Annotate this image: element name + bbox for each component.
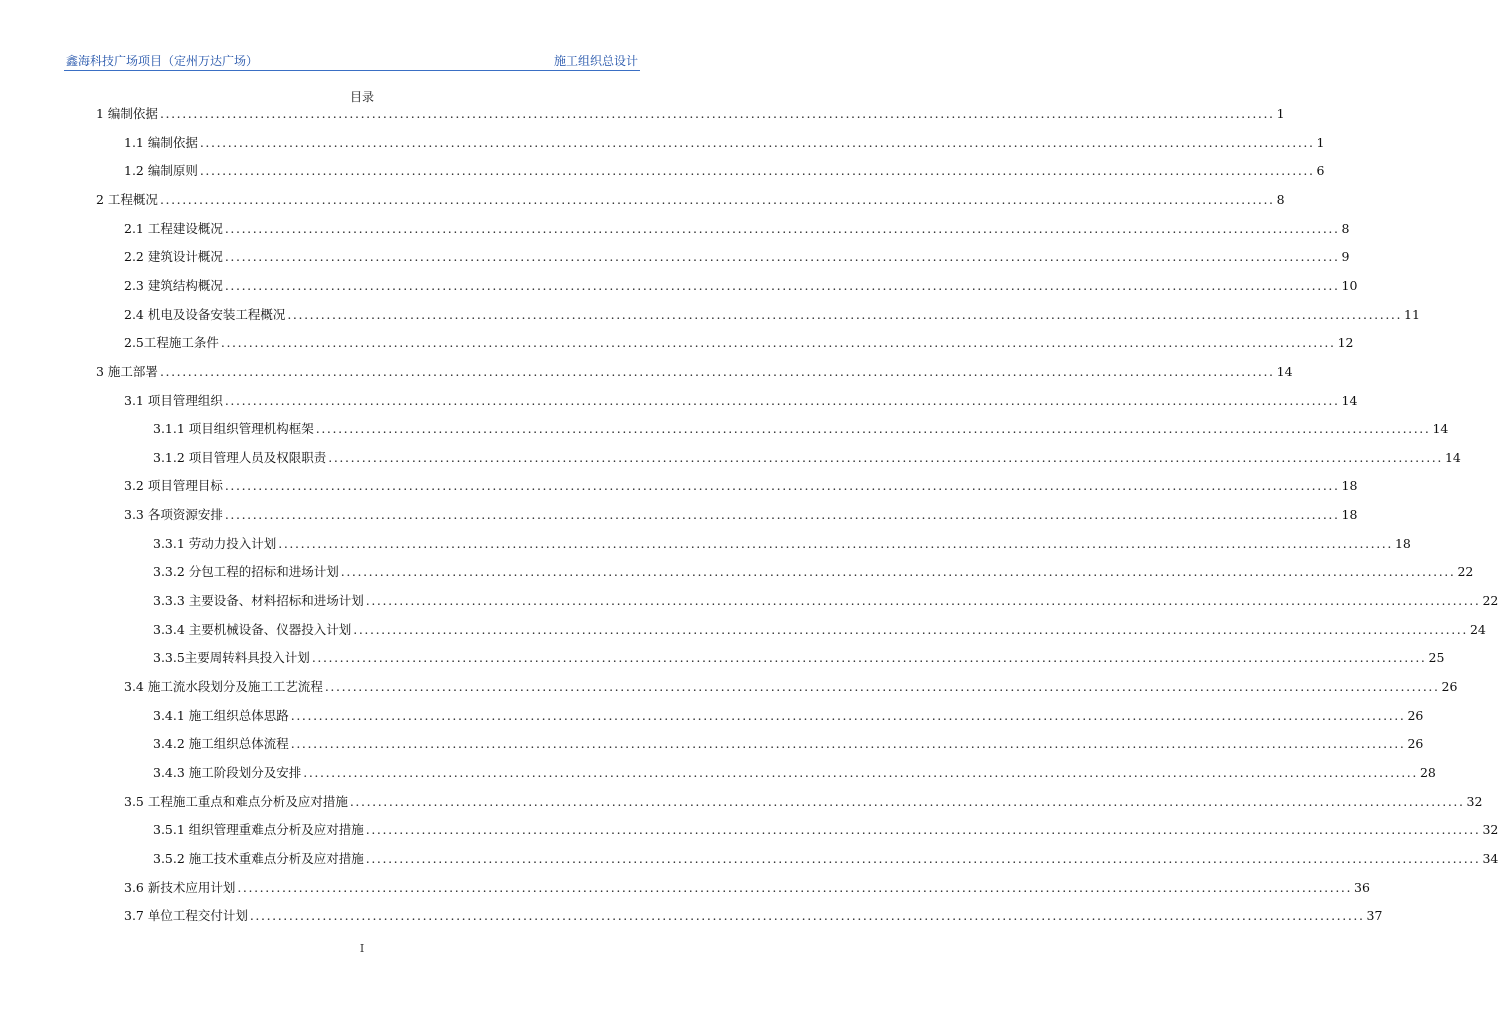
toc-entry[interactable] bbox=[153, 564, 1474, 580]
toc-entry-label: 3.2 项目管理目标 bbox=[124, 478, 223, 493]
toc-entry-label: 1.2 编制原则 bbox=[124, 163, 198, 178]
toc-entry[interactable] bbox=[153, 736, 1424, 752]
toc-entry-page: 24 bbox=[1469, 622, 1486, 637]
toc-entry-label: 3.1.1 项目组织管理机构框架 bbox=[153, 421, 314, 436]
toc-leader-dots: ........................................................................................................................................................................................................ bbox=[328, 450, 1443, 465]
toc-leader-dots: ........................................................................................................................................................................................................ bbox=[224, 478, 1340, 493]
toc-leader-dots: ........................................................................................................................................................................................................ bbox=[353, 622, 1468, 637]
toc-leader-dots: ........................................................................................................................................................................................................ bbox=[311, 650, 1427, 665]
toc-entry[interactable] bbox=[124, 221, 1350, 237]
toc-entry-label: 3.3.1 劳动力投入计划 bbox=[153, 536, 277, 551]
toc-entry-label: 2.4 机电及设备安装工程概况 bbox=[124, 307, 286, 322]
toc-entry-page: 18 bbox=[1394, 536, 1411, 551]
toc-entry-page: 8 bbox=[1276, 192, 1285, 207]
toc-entry[interactable] bbox=[96, 106, 1285, 122]
toc-entry-label: 3.5 工程施工重点和难点分析及应对措施 bbox=[124, 794, 348, 809]
toc-leader-dots: ........................................................................................................................................................................................................ bbox=[224, 278, 1340, 293]
toc-entry-label: 3.4.1 施工组织总体思路 bbox=[153, 708, 289, 723]
toc-entry[interactable] bbox=[153, 851, 1498, 867]
toc-entry-page: 26 bbox=[1441, 679, 1458, 694]
toc-leader-dots: ........................................................................................................................................................................................................ bbox=[287, 307, 1403, 322]
toc-entry-page: 9 bbox=[1341, 249, 1350, 264]
toc-entry-label: 3.3.2 分包工程的招标和进场计划 bbox=[153, 564, 339, 579]
toc-entry-label: 1.1 编制依据 bbox=[124, 135, 198, 150]
toc-entry-page: 10 bbox=[1341, 278, 1358, 293]
toc-entry-page: 1 bbox=[1316, 135, 1325, 150]
toc-entry[interactable] bbox=[124, 163, 1325, 179]
toc-entry-label: 3.4.3 施工阶段划分及安排 bbox=[153, 765, 302, 780]
toc-entry-page: 36 bbox=[1354, 880, 1370, 895]
toc-entry-label: 3.4 施工流水段划分及施工工艺流程 bbox=[124, 679, 323, 694]
toc-entry[interactable] bbox=[153, 536, 1411, 552]
toc-leader-dots: ........................................................................................................................................................................................................ bbox=[199, 135, 1315, 150]
toc-entry-page: 22 bbox=[1457, 564, 1474, 579]
toc-entry-label: 1 编制依据 bbox=[96, 106, 158, 121]
toc-entry[interactable] bbox=[124, 908, 1383, 924]
toc-entry-label: 3.3.5主要周转料具投入计划 bbox=[153, 650, 310, 665]
toc-entry[interactable] bbox=[124, 880, 1370, 896]
toc-entry-page: 14 bbox=[1432, 421, 1449, 436]
header-document-title: 施工组织总设计 bbox=[553, 54, 638, 68]
toc-leader-dots: ........................................................................................................................................................................................................ bbox=[159, 364, 1275, 379]
page-number: I bbox=[359, 942, 365, 955]
toc-entry[interactable] bbox=[153, 622, 1486, 638]
toc-entry-page: 8 bbox=[1341, 221, 1350, 236]
toc-entry-label: 3 施工部署 bbox=[96, 364, 158, 379]
toc-entry-page: 1 bbox=[1276, 106, 1285, 121]
toc-entry-page: 18 bbox=[1341, 478, 1358, 493]
toc-leader-dots: ........................................................................................................................................................................................................ bbox=[303, 765, 1418, 780]
toc-entry-label: 3.5.2 施工技术重难点分析及应对措施 bbox=[153, 851, 364, 866]
toc-entry-label: 2.2 建筑设计概况 bbox=[124, 249, 223, 264]
toc-entry[interactable] bbox=[124, 679, 1458, 695]
toc-entry[interactable] bbox=[124, 278, 1358, 294]
toc-entry-page: 11 bbox=[1404, 307, 1420, 322]
toc-entry-page: 28 bbox=[1419, 765, 1436, 780]
toc-leader-dots: ........................................................................................................................................................................................................ bbox=[278, 536, 1393, 551]
toc-entry[interactable] bbox=[124, 507, 1358, 523]
toc-leader-dots: ........................................................................................................................................................................................................ bbox=[159, 192, 1275, 207]
toc-leader-dots: ........................................................................................................................................................................................................ bbox=[349, 794, 1465, 809]
toc-leader-dots: ........................................................................................................................................................................................................ bbox=[237, 880, 1353, 895]
toc-title: 目录 bbox=[349, 90, 374, 104]
toc-entry[interactable] bbox=[124, 478, 1358, 494]
toc-entry-label: 3.6 新技术应用计划 bbox=[124, 880, 236, 895]
toc-leader-dots: ........................................................................................................................................................................................................ bbox=[290, 708, 1406, 723]
toc-entry-page: 32 bbox=[1482, 822, 1498, 837]
toc-entry-label: 3.1.2 项目管理人员及权限职责 bbox=[153, 450, 327, 465]
toc-leader-dots: ........................................................................................................................................................................................................ bbox=[224, 507, 1340, 522]
page-header bbox=[64, 52, 640, 71]
toc-entry-page: 6 bbox=[1316, 163, 1325, 178]
toc-leader-dots: ........................................................................................................................................................................................................ bbox=[199, 163, 1315, 178]
toc-entry[interactable] bbox=[153, 650, 1445, 666]
toc-entry-label: 3.3.4 主要机械设备、仪器投入计划 bbox=[153, 622, 352, 637]
toc-leader-dots: ........................................................................................................................................................................................................ bbox=[340, 564, 1456, 579]
toc-entry[interactable] bbox=[153, 708, 1424, 724]
toc-leader-dots: ........................................................................................................................................................................................................ bbox=[224, 221, 1340, 236]
toc-entry[interactable] bbox=[96, 192, 1285, 208]
toc-entry-page: 25 bbox=[1428, 650, 1445, 665]
toc-entry-page: 26 bbox=[1407, 736, 1424, 751]
toc-leader-dots: ........................................................................................................................................................................................................ bbox=[290, 736, 1406, 751]
toc-entry-page: 14 bbox=[1276, 364, 1293, 379]
toc-entry-page: 32 bbox=[1466, 794, 1483, 809]
toc-entry-page: 14 bbox=[1444, 450, 1461, 465]
toc-entry-label: 3.3.3 主要设备、材料招标和进场计划 bbox=[153, 593, 364, 608]
toc-entry[interactable] bbox=[124, 393, 1358, 409]
toc-entry-page: 22 bbox=[1482, 593, 1498, 608]
toc-entry-page: 18 bbox=[1341, 507, 1358, 522]
toc-entry[interactable] bbox=[124, 794, 1483, 810]
toc-entry[interactable] bbox=[124, 307, 1420, 323]
toc-entry[interactable] bbox=[124, 335, 1354, 351]
toc-entry[interactable] bbox=[153, 822, 1498, 838]
toc-entry-label: 3.4.2 施工组织总体流程 bbox=[153, 736, 289, 751]
toc-entry-label: 2 工程概况 bbox=[96, 192, 158, 207]
toc-entry[interactable] bbox=[96, 364, 1293, 380]
toc-entry-label: 3.1 项目管理组织 bbox=[124, 393, 223, 408]
toc-entry-page: 26 bbox=[1407, 708, 1424, 723]
toc-leader-dots: ........................................................................................................................................................................................................ bbox=[365, 822, 1481, 837]
toc-entry-page: 12 bbox=[1337, 335, 1354, 350]
toc-leader-dots: ........................................................................................................................................................................................................ bbox=[220, 335, 1336, 350]
toc-leader-dots: ........................................................................................................................................................................................................ bbox=[365, 851, 1481, 866]
toc-entry-label: 3.7 单位工程交付计划 bbox=[124, 908, 248, 923]
toc-leader-dots: ........................................................................................................................................................................................................ bbox=[159, 106, 1275, 121]
toc-leader-dots: ........................................................................................................................................................................................................ bbox=[249, 908, 1365, 923]
toc-leader-dots: ........................................................................................................................................................................................................ bbox=[315, 421, 1431, 436]
toc-entry-page: 14 bbox=[1341, 393, 1358, 408]
toc-entry[interactable] bbox=[153, 450, 1461, 466]
toc-entry[interactable] bbox=[124, 249, 1350, 265]
toc-entry[interactable] bbox=[153, 593, 1498, 609]
toc-leader-dots: ........................................................................................................................................................................................................ bbox=[324, 679, 1440, 694]
header-project-title: 鑫海科技广场项目（定州万达广场） bbox=[66, 54, 259, 68]
toc-entry-label: 2.5工程施工条件 bbox=[124, 335, 219, 350]
toc-entry-label: 3.3 各项资源安排 bbox=[124, 507, 223, 522]
toc-leader-dots: ........................................................................................................................................................................................................ bbox=[365, 593, 1481, 608]
toc-entry[interactable] bbox=[124, 135, 1325, 151]
toc-entry-page: 37 bbox=[1366, 908, 1383, 923]
toc-entry-label: 2.3 建筑结构概况 bbox=[124, 278, 223, 293]
toc-entry-label: 2.1 工程建设概况 bbox=[124, 221, 223, 236]
toc-leader-dots: ........................................................................................................................................................................................................ bbox=[224, 249, 1340, 264]
toc-entry[interactable] bbox=[153, 421, 1449, 437]
toc-entry-label: 3.5.1 组织管理重难点分析及应对措施 bbox=[153, 822, 364, 837]
toc-entry-page: 34 bbox=[1482, 851, 1498, 866]
toc-leader-dots: ........................................................................................................................................................................................................ bbox=[224, 393, 1340, 408]
toc-entry[interactable] bbox=[153, 765, 1436, 781]
